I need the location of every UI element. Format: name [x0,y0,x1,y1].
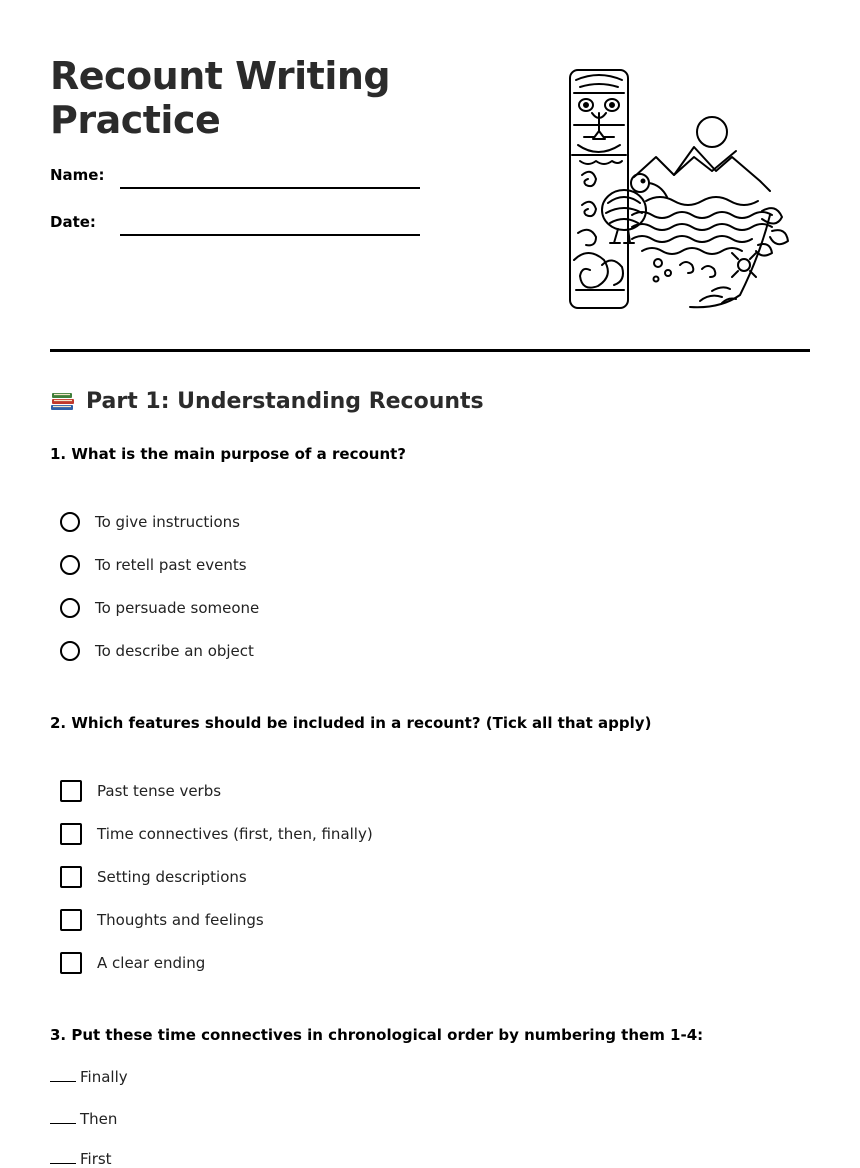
part1-title: Part 1: Understanding Recounts [86,389,484,414]
order-item-label: First [80,1150,112,1168]
radio-button[interactable] [60,512,80,532]
order-item [50,1067,128,1086]
totem-kiwi-illustration [562,65,802,311]
checkbox[interactable] [60,866,82,888]
option-label: Thoughts and feelings [97,911,264,929]
q1-option-2[interactable] [60,553,247,577]
option-label: Setting descriptions [97,868,247,886]
sun-icon [697,117,727,147]
name-label: Name: [50,166,105,184]
checkbox[interactable] [60,823,82,845]
option-label: To describe an object [95,642,254,660]
kiwi-bird [602,174,667,243]
number-blank[interactable] [50,1149,76,1164]
question-1: 1. What is the main purpose of a recount? [50,445,407,463]
q1-option-4[interactable] [60,639,254,663]
checkbox[interactable] [60,952,82,974]
q2-option-4[interactable] [60,908,264,932]
books-icon [50,390,76,414]
radio-button[interactable] [60,598,80,618]
option-label: To give instructions [95,513,240,531]
number-blank[interactable] [50,1109,76,1124]
option-label: Past tense verbs [97,782,222,800]
checkbox[interactable] [60,909,82,931]
worksheet-title: Recount Writing Practice [50,54,391,142]
name-field[interactable] [50,164,420,192]
date-label: Date: [50,213,96,231]
option-label: Time connectives (first, then, finally) [97,825,373,843]
header-divider [50,349,810,352]
order-item [50,1149,112,1168]
order-item [50,1109,117,1128]
q2-option-2[interactable] [60,822,373,846]
checkbox[interactable] [60,780,82,802]
radio-button[interactable] [60,641,80,661]
q1-option-1[interactable] [60,510,240,534]
q2-option-5[interactable] [60,951,205,975]
part1-heading [50,389,484,414]
option-label: To retell past events [95,556,247,574]
fern-flowers [690,208,788,307]
totem-pole [570,70,628,308]
order-item-label: Then [80,1110,118,1128]
q2-option-1[interactable] [60,779,221,803]
order-item-label: Finally [80,1068,128,1086]
q1-option-3[interactable] [60,596,259,620]
option-label: A clear ending [97,954,206,972]
question-3: 3. Put these time connectives in chronological order by numbering them 1-4: [50,1026,704,1044]
option-label: To persuade someone [95,599,260,617]
date-input-line[interactable] [120,234,420,236]
worksheet-header [50,50,810,320]
radio-button[interactable] [60,555,80,575]
number-blank[interactable] [50,1067,76,1082]
question-2: 2. Which features should be included in a recount? (Tick all that apply) [50,714,652,732]
name-input-line[interactable] [120,187,420,189]
q2-option-3[interactable] [60,865,247,889]
date-field[interactable] [50,211,420,239]
